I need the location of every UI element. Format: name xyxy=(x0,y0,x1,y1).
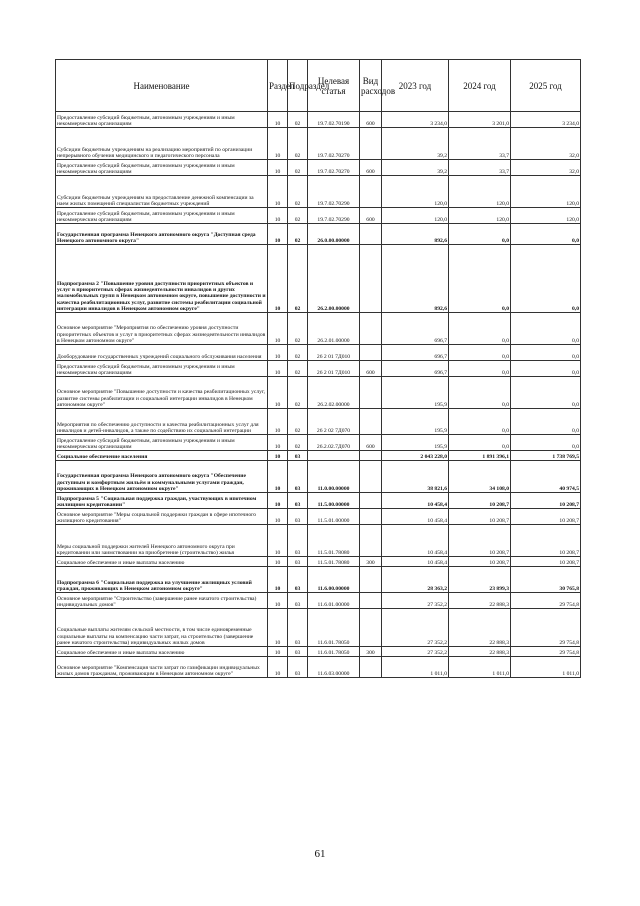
cell-target: 26.2.00.00000 xyxy=(308,245,360,313)
cell-y2025: 10 208,7 xyxy=(511,493,581,509)
cell-target: 26.0.00.00000 xyxy=(308,224,360,245)
cell-y2025: 30 765,8 xyxy=(511,567,581,593)
cell-exp-type xyxy=(360,657,382,678)
cell-y2025: 1 011,0 xyxy=(511,657,581,678)
table-row xyxy=(56,361,581,377)
cell-y2024: 0,0 xyxy=(449,245,511,313)
cell-subsection: 03 xyxy=(288,461,308,493)
cell-section: 10 xyxy=(268,224,288,245)
cell-subsection: 03 xyxy=(288,509,308,525)
cell-exp-type xyxy=(360,224,382,245)
cell-y2024: 33,7 xyxy=(449,128,511,160)
page-number: 61 xyxy=(314,848,326,860)
cell-y2025: 29 754,8 xyxy=(511,593,581,609)
cell-y2025: 32,0 xyxy=(511,128,581,160)
cell-exp-type xyxy=(360,176,382,208)
table-row xyxy=(56,208,581,224)
cell-section: 10 xyxy=(268,451,288,461)
cell-y2024: 22 888,3 xyxy=(449,647,511,657)
cell-section: 10 xyxy=(268,525,288,557)
cell-subsection: 02 xyxy=(288,128,308,160)
cell-target: 19.7.02.70270 xyxy=(308,160,360,176)
table-row xyxy=(56,647,581,657)
cell-name: Субсидии бюджетным учреждениям на реализацию мероприятий по организации непрерывного обучения медицинского и педагогического персонала xyxy=(56,128,268,160)
cell-y2024: 22 888,3 xyxy=(449,609,511,647)
cell-name: Подпрограмма 5 "Социальная поддержка граждан, участвующих в ипотечном жилищном кредитовании" xyxy=(56,493,268,509)
cell-exp-type xyxy=(360,409,382,435)
cell-name: Предоставление субсидий бюджетным, автономным учреждениям и иным некоммерческим организациям xyxy=(56,112,268,128)
cell-y2025: 0,0 xyxy=(511,435,581,451)
cell-y2024: 0,0 xyxy=(449,224,511,245)
cell-target: 19.7.02.70270 xyxy=(308,128,360,160)
cell-y2025: 0,0 xyxy=(511,409,581,435)
table-row xyxy=(56,435,581,451)
cell-y2024: 10 208,7 xyxy=(449,509,511,525)
cell-y2025: 0,0 xyxy=(511,245,581,313)
cell-y2023: 195,9 xyxy=(382,409,449,435)
header-2025: 2025 год xyxy=(511,60,581,112)
cell-name: Мероприятия по обеспечению доступности и качества реабилитационных услуг для инвалидов и детей-инвалидов, а также по содействию их социальной интеграции xyxy=(56,409,268,435)
cell-name: Меры социальной поддержки жителей Ненецкого автономного округа при кредитовании или заимствовании на приобретение (строительство) жилья xyxy=(56,525,268,557)
cell-y2023: 892,6 xyxy=(382,245,449,313)
cell-subsection: 02 xyxy=(288,160,308,176)
cell-name: Подпрограмма 6 "Социальная поддержка на улучшение жилищных условий граждан, проживающих в Ненецком автономном округе" xyxy=(56,567,268,593)
cell-name: Основное мероприятие "Мероприятия по обеспечению уровня доступности приоритетных объектов и услуг в приоритетных сферах жизнедеятельности инвалидов в Ненецком автономном округе" xyxy=(56,313,268,345)
cell-y2024: 1 891 396,1 xyxy=(449,451,511,461)
cell-subsection: 02 xyxy=(288,176,308,208)
cell-name: Социальное обеспечение и иные выплаты населению xyxy=(56,647,268,657)
cell-exp-type xyxy=(360,525,382,557)
cell-name: Социальное обеспечение населения xyxy=(56,451,268,461)
cell-name: Основное мероприятие "Строительство (завершение ранее начатого строительства) индивидуальных домов" xyxy=(56,593,268,609)
cell-exp-type: 600 xyxy=(360,112,382,128)
cell-y2025: 3 234,0 xyxy=(511,112,581,128)
table-row xyxy=(56,557,581,567)
cell-target: 26 2 01 7Д010 xyxy=(308,361,360,377)
table-row xyxy=(56,160,581,176)
cell-y2023: 39,2 xyxy=(382,128,449,160)
cell-y2023: 10 458,4 xyxy=(382,525,449,557)
header-name: Наименование xyxy=(56,60,268,112)
cell-subsection: 03 xyxy=(288,451,308,461)
cell-subsection: 02 xyxy=(288,208,308,224)
cell-target: 11.5.01.78080 xyxy=(308,525,360,557)
cell-name: Государственная программа Ненецкого автономного округа "Обеспечение доступным и комфортным жильём и коммунальными услугами граждан, проживающих в Ненецком автономном округе" xyxy=(56,461,268,493)
cell-exp-type: 600 xyxy=(360,361,382,377)
cell-target: 26 2 01 7Д010 xyxy=(308,345,360,361)
cell-exp-type: 300 xyxy=(360,557,382,567)
cell-y2024: 10 208,7 xyxy=(449,493,511,509)
table-row xyxy=(56,567,581,593)
header-subsection: Подраздел xyxy=(288,60,308,112)
header-2023: 2023 год xyxy=(382,60,449,112)
cell-y2024: 0,0 xyxy=(449,409,511,435)
cell-exp-type xyxy=(360,609,382,647)
cell-y2025: 0,0 xyxy=(511,313,581,345)
cell-y2025: 10 208,7 xyxy=(511,509,581,525)
cell-section: 10 xyxy=(268,409,288,435)
cell-y2023: 28 363,2 xyxy=(382,567,449,593)
cell-y2024: 0,0 xyxy=(449,345,511,361)
cell-y2023: 120,0 xyxy=(382,176,449,208)
cell-section: 10 xyxy=(268,647,288,657)
cell-name: Предоставление субсидий бюджетным, автономным учреждениям и иным некоммерческим организациям xyxy=(56,435,268,451)
cell-y2023: 27 352,2 xyxy=(382,647,449,657)
cell-name: Социальное обеспечение и иные выплаты населению xyxy=(56,557,268,567)
cell-name: Социальные выплаты жителям сельской местности, в том числе единовременные социальные выплаты на компенсацию части затрат, на строительство (завершение ранее начатого строительства) индивидуальных жилых домов xyxy=(56,609,268,647)
cell-y2023: 38 821,6 xyxy=(382,461,449,493)
cell-y2023: 696,7 xyxy=(382,313,449,345)
cell-section: 10 xyxy=(268,435,288,451)
cell-subsection: 03 xyxy=(288,657,308,678)
cell-y2024: 22 888,3 xyxy=(449,593,511,609)
cell-section: 10 xyxy=(268,609,288,647)
cell-section: 10 xyxy=(268,567,288,593)
cell-exp-type xyxy=(360,451,382,461)
cell-exp-type xyxy=(360,128,382,160)
cell-subsection: 02 xyxy=(288,245,308,313)
cell-y2024: 0,0 xyxy=(449,377,511,409)
cell-y2025: 29 754,8 xyxy=(511,609,581,647)
cell-exp-type xyxy=(360,345,382,361)
table-row xyxy=(56,313,581,345)
cell-target: 26 2 02 7Д070 xyxy=(308,409,360,435)
cell-y2024: 0,0 xyxy=(449,435,511,451)
cell-y2024: 34 108,0 xyxy=(449,461,511,493)
cell-y2025: 32,0 xyxy=(511,160,581,176)
cell-target: 11.6.01.78050 xyxy=(308,647,360,657)
cell-subsection: 03 xyxy=(288,593,308,609)
table-row xyxy=(56,345,581,361)
cell-y2023: 1 011,0 xyxy=(382,657,449,678)
cell-subsection: 02 xyxy=(288,224,308,245)
cell-section: 10 xyxy=(268,313,288,345)
cell-y2025: 1 738 769,5 xyxy=(511,451,581,461)
cell-y2024: 1 011,0 xyxy=(449,657,511,678)
cell-subsection: 03 xyxy=(288,609,308,647)
table-row xyxy=(56,224,581,245)
cell-section: 10 xyxy=(268,345,288,361)
cell-target: 19.7.02.70290 xyxy=(308,176,360,208)
cell-section: 10 xyxy=(268,160,288,176)
cell-y2024: 0,0 xyxy=(449,313,511,345)
cell-target: 11.5.01.78080 xyxy=(308,557,360,567)
cell-target: 26.2.02.00000 xyxy=(308,377,360,409)
cell-exp-type xyxy=(360,377,382,409)
cell-exp-type xyxy=(360,493,382,509)
header-2024: 2024 год xyxy=(449,60,511,112)
cell-target: 11.5.00.00000 xyxy=(308,493,360,509)
cell-exp-type: 600 xyxy=(360,160,382,176)
cell-y2023: 696,7 xyxy=(382,345,449,361)
cell-y2023: 195,9 xyxy=(382,377,449,409)
table-row xyxy=(56,509,581,525)
cell-section: 10 xyxy=(268,361,288,377)
cell-exp-type xyxy=(360,313,382,345)
cell-name: Государственная программа Ненецкого автономного округа "Доступная среда Ненецкого автономного округа" xyxy=(56,224,268,245)
cell-exp-type: 600 xyxy=(360,435,382,451)
table-row xyxy=(56,377,581,409)
cell-section: 10 xyxy=(268,493,288,509)
cell-name: Предоставление субсидий бюджетным, автономным учреждениям и иным некоммерческим организациям xyxy=(56,361,268,377)
cell-y2024: 3 201,0 xyxy=(449,112,511,128)
cell-target: 26.2.02.7Д070 xyxy=(308,435,360,451)
table-row xyxy=(56,657,581,678)
cell-y2025: 40 974,5 xyxy=(511,461,581,493)
cell-section: 10 xyxy=(268,112,288,128)
cell-target: 26.2.01.00000 xyxy=(308,313,360,345)
cell-subsection: 02 xyxy=(288,377,308,409)
header-exp-type: Вид расходов xyxy=(360,60,382,112)
cell-section: 10 xyxy=(268,128,288,160)
cell-y2025: 10 208,7 xyxy=(511,525,581,557)
cell-section: 10 xyxy=(268,461,288,493)
budget-table xyxy=(55,59,581,678)
cell-y2024: 33,7 xyxy=(449,160,511,176)
cell-y2023: 195,9 xyxy=(382,435,449,451)
cell-section: 10 xyxy=(268,176,288,208)
cell-name: Основное мероприятие "Компенсация части затрат по газификации индивидуальных жилых домов гражданам, проживающим в Ненецком автономном округе" xyxy=(56,657,268,678)
header-section: Раздел xyxy=(268,60,288,112)
cell-y2024: 23 899,3 xyxy=(449,567,511,593)
table-row xyxy=(56,525,581,557)
cell-y2025: 0,0 xyxy=(511,345,581,361)
cell-y2024: 10 208,7 xyxy=(449,525,511,557)
table-row xyxy=(56,451,581,461)
cell-target: 19.7.02.70190 xyxy=(308,112,360,128)
table-body xyxy=(56,112,581,678)
table-row xyxy=(56,609,581,647)
cell-name: Дооборудование государственных учреждений социального обслуживания населения xyxy=(56,345,268,361)
cell-exp-type xyxy=(360,245,382,313)
cell-target: 11.6.01.00000 xyxy=(308,593,360,609)
cell-exp-type: 300 xyxy=(360,647,382,657)
cell-y2025: 0,0 xyxy=(511,224,581,245)
cell-target: 19.7.02.70290 xyxy=(308,208,360,224)
table-row xyxy=(56,409,581,435)
cell-y2023: 10 458,4 xyxy=(382,557,449,567)
cell-target: 11.6.00.00000 xyxy=(308,567,360,593)
cell-exp-type xyxy=(360,593,382,609)
cell-subsection: 03 xyxy=(288,557,308,567)
cell-subsection: 03 xyxy=(288,525,308,557)
cell-exp-type xyxy=(360,461,382,493)
cell-subsection: 02 xyxy=(288,345,308,361)
cell-section: 10 xyxy=(268,208,288,224)
cell-name: Подпрограмма 2 "Повышение уровня доступности приоритетных объектов и услуг в приоритетных сферах жизнедеятельности инвалидов и других маломобильных групп в Ненецком автономном округе, повышение доступности и качества реабилитационных услуг, развитие системы реабилитации социальной интеграции инвалидов в Ненецком автономном округе" xyxy=(56,245,268,313)
table-row xyxy=(56,493,581,509)
cell-y2023: 696,7 xyxy=(382,361,449,377)
table-row xyxy=(56,176,581,208)
cell-y2024: 0,0 xyxy=(449,361,511,377)
cell-y2024: 120,0 xyxy=(449,176,511,208)
cell-subsection: 02 xyxy=(288,435,308,451)
table-row xyxy=(56,128,581,160)
cell-y2024: 10 208,7 xyxy=(449,557,511,567)
cell-subsection: 03 xyxy=(288,647,308,657)
cell-exp-type xyxy=(360,567,382,593)
cell-subsection: 02 xyxy=(288,409,308,435)
cell-y2025: 0,0 xyxy=(511,361,581,377)
cell-exp-type xyxy=(360,509,382,525)
cell-y2023: 2 043 228,0 xyxy=(382,451,449,461)
cell-subsection: 03 xyxy=(288,493,308,509)
cell-y2024: 120,0 xyxy=(449,208,511,224)
cell-y2025: 0,0 xyxy=(511,377,581,409)
cell-y2023: 39,2 xyxy=(382,160,449,176)
cell-y2023: 10 458,4 xyxy=(382,493,449,509)
cell-target: 11.5.01.00000 xyxy=(308,509,360,525)
cell-y2025: 120,0 xyxy=(511,176,581,208)
cell-subsection: 02 xyxy=(288,361,308,377)
cell-name: Основное мероприятие "Меры социальной поддержки граждан в сфере ипотечного жилищного кредитования" xyxy=(56,509,268,525)
table-row xyxy=(56,593,581,609)
cell-name: Предоставление субсидий бюджетным, автономным учреждениям и иным некоммерческим организациям xyxy=(56,160,268,176)
cell-section: 10 xyxy=(268,657,288,678)
cell-y2025: 29 754,8 xyxy=(511,647,581,657)
table-row xyxy=(56,461,581,493)
cell-y2023: 27 352,2 xyxy=(382,609,449,647)
cell-y2023: 27 352,2 xyxy=(382,593,449,609)
table-header-row xyxy=(56,60,581,112)
table-row xyxy=(56,245,581,313)
cell-y2025: 10 208,7 xyxy=(511,557,581,567)
cell-target: 11.6.03.00000 xyxy=(308,657,360,678)
cell-target xyxy=(308,451,360,461)
cell-y2023: 10 458,4 xyxy=(382,509,449,525)
cell-y2025: 120,0 xyxy=(511,208,581,224)
cell-section: 10 xyxy=(268,509,288,525)
cell-target: 11.0.00.00000 xyxy=(308,461,360,493)
header-target: Целевая статья xyxy=(308,60,360,112)
cell-section: 10 xyxy=(268,593,288,609)
cell-section: 10 xyxy=(268,245,288,313)
cell-y2023: 3 234,0 xyxy=(382,112,449,128)
cell-subsection: 02 xyxy=(288,313,308,345)
cell-exp-type: 600 xyxy=(360,208,382,224)
cell-target: 11.6.01.78050 xyxy=(308,609,360,647)
cell-y2023: 120,0 xyxy=(382,208,449,224)
cell-subsection: 03 xyxy=(288,567,308,593)
cell-name: Основное мероприятие "Повышение доступности и качества реабилитационных услуг, развитие системы реабилитации и социальной интеграции инвалидов в Ненецком автономном округе" xyxy=(56,377,268,409)
cell-y2023: 892,6 xyxy=(382,224,449,245)
cell-section: 10 xyxy=(268,377,288,409)
cell-section: 10 xyxy=(268,557,288,567)
cell-name: Предоставление субсидий бюджетным, автономным учреждениям и иным некоммерческим организациям xyxy=(56,208,268,224)
table-row xyxy=(56,112,581,128)
cell-name: Субсидии бюджетным учреждениям на предоставление денежной компенсации за наем жилых помещений специалистам бюджетных учреждений xyxy=(56,176,268,208)
cell-subsection: 02 xyxy=(288,112,308,128)
